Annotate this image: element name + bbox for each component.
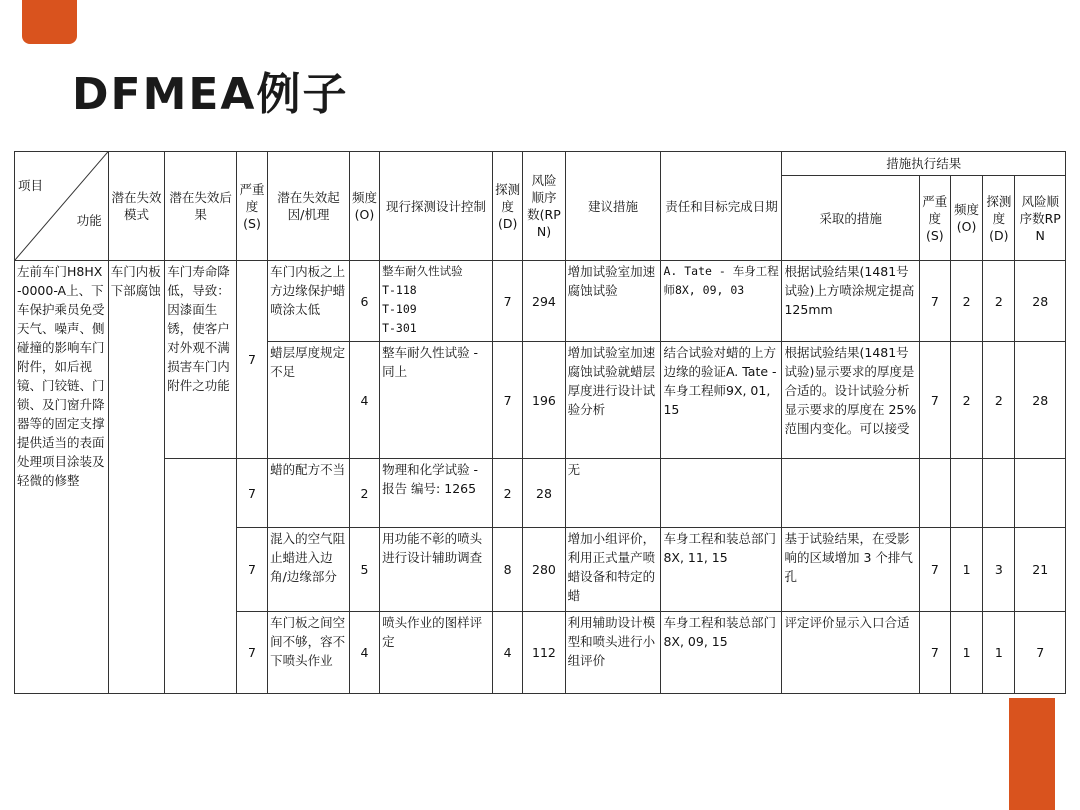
controls-line: T-301 [382, 321, 417, 335]
header-cause: 潜在失效起因/机理 [268, 152, 350, 261]
table-row [15, 459, 1066, 528]
recommended-cell: 利用辅助设计模型和喷头进行小组评价 [565, 612, 661, 694]
controls-line: T-109 [382, 302, 417, 316]
controls-line: T-118 [382, 283, 417, 297]
slide-title: DFMEA例子 [72, 69, 349, 120]
responsibility-cell: 结合试验对蜡的上方边缘的验证A. Tate - 车身工程师9X, 01, 15 [661, 342, 782, 459]
result-occurrence-cell: 2 [950, 261, 982, 342]
dfmea-table [14, 151, 1066, 694]
controls-cell: 用功能不彰的喷头进行设计辅助调查 [380, 528, 493, 612]
severity-cell: 7 [236, 459, 267, 528]
detection-cell: 8 [493, 528, 523, 612]
header-result-detection: 探测度(D) [983, 176, 1015, 261]
actions-taken-cell: 根据试验结果(1481号试验)显示要求的厚度是合适的。设计试验分析显示要求的厚度在 25% 范围内变化。可以接受 [782, 342, 919, 459]
header-result-rpn: 风险顺序数RPN [1015, 176, 1066, 261]
result-detection-cell: 2 [983, 261, 1015, 342]
detection-cell: 7 [493, 342, 523, 459]
result-rpn-cell: 28 [1015, 261, 1066, 342]
result-severity-cell: 7 [919, 342, 950, 459]
result-detection-cell [983, 459, 1015, 528]
header-actions-taken: 采取的措施 [782, 176, 919, 261]
result-severity-cell [919, 459, 950, 528]
severity-cell: 7 [236, 612, 267, 694]
failure-effect-empty-cell [165, 459, 237, 694]
severity-cell: 7 [236, 528, 267, 612]
rpn-cell: 28 [523, 459, 565, 528]
recommended-cell: 增加试验室加速腐蚀试验就蜡层厚度进行设计试验分析 [565, 342, 661, 459]
cause-cell: 车门内板之上方边缘保护蜡喷涂太低 [268, 261, 350, 342]
failure-mode-cell: 车门内板下部腐蚀 [108, 261, 164, 694]
header-severity: 严重度(S) [236, 152, 267, 261]
result-occurrence-cell: 1 [950, 528, 982, 612]
actions-taken-cell: 评定评价显示入口合适 [782, 612, 919, 694]
header-row-1 [15, 152, 1066, 176]
result-rpn-cell: 21 [1015, 528, 1066, 612]
cause-cell: 蜡层厚度规定不足 [268, 342, 350, 459]
result-severity-cell: 7 [919, 528, 950, 612]
header-failure-effect: 潜在失效后果 [165, 152, 237, 261]
responsibility-cell: 车身工程和装总部门 8X, 09, 15 [661, 612, 782, 694]
header-rpn: 风险顺序数(RPN) [523, 152, 565, 261]
result-severity-cell: 7 [919, 612, 950, 694]
header-result-severity: 严重度(S) [919, 176, 950, 261]
header-item: 项目 [18, 178, 44, 193]
cause-cell: 蜡的配方不当 [268, 459, 350, 528]
recommended-cell: 增加小组评价，利用正式量产喷蜡设备和特定的蜡 [565, 528, 661, 612]
table-row [15, 261, 1066, 342]
actions-taken-cell [782, 459, 919, 528]
responsibility-cell [661, 459, 782, 528]
header-result-occurrence: 频度(O) [950, 176, 982, 261]
header-results: 措施执行结果 [782, 152, 1066, 176]
detection-cell: 4 [493, 612, 523, 694]
controls-cell: 整车耐久性试验 - 同上 [380, 342, 493, 459]
header-responsibility: 责任和目标完成日期 [661, 152, 782, 261]
item-function-cell: 左前车门H8HX-0000-A上、下车保护乘员免受天气、噪声、侧碰撞的影响车门附件，如后视镜、门铰链、门锁、及门窗升降器等的固定支撑提供适当的表面处理项目涂装及轻微的修整 [15, 261, 109, 694]
header-failure-mode: 潜在失效模式 [108, 152, 164, 261]
result-occurrence-cell: 2 [950, 342, 982, 459]
header-item-function [15, 152, 109, 261]
occurrence-cell: 4 [349, 612, 379, 694]
controls-cell [380, 261, 493, 342]
recommended-cell: 增加试验室加速腐蚀试验 [565, 261, 661, 342]
occurrence-cell: 6 [349, 261, 379, 342]
actions-taken-cell: 基于试验结果，在受影响的区域增加 3 个排气孔 [782, 528, 919, 612]
header-function: 功能 [76, 213, 102, 228]
result-detection-cell: 2 [983, 342, 1015, 459]
result-detection-cell: 1 [983, 612, 1015, 694]
result-detection-cell: 3 [983, 528, 1015, 612]
recommended-cell: 无 [565, 459, 661, 528]
occurrence-cell: 5 [349, 528, 379, 612]
rpn-cell: 112 [523, 612, 565, 694]
header-detection: 探测度(D) [493, 152, 523, 261]
severity-cell: 7 [236, 261, 267, 459]
result-occurrence-cell: 1 [950, 612, 982, 694]
detection-cell: 7 [493, 261, 523, 342]
controls-cell: 喷头作业的图样评定 [380, 612, 493, 694]
responsibility-cell: A. Tate - 车身工程师8X, 09, 03 [661, 261, 782, 342]
accent-tab-top [22, 0, 77, 44]
responsibility-cell: 车身工程和装总部门8X, 11, 15 [661, 528, 782, 612]
rpn-cell: 196 [523, 342, 565, 459]
occurrence-cell: 4 [349, 342, 379, 459]
result-severity-cell: 7 [919, 261, 950, 342]
result-occurrence-cell [950, 459, 982, 528]
occurrence-cell: 2 [349, 459, 379, 528]
rpn-cell: 280 [523, 528, 565, 612]
header-controls: 现行探测设计控制 [380, 152, 493, 261]
result-rpn-cell [1015, 459, 1066, 528]
controls-line: 整车耐久性试验 [382, 264, 463, 278]
failure-effect-cell: 车门寿命降低，导致：因漆面生锈，使客户对外观不满损害车门内附件之功能 [165, 261, 237, 459]
cause-cell: 混入的空气阻止蜡进入边角/边缘部分 [268, 528, 350, 612]
actions-taken-cell: 根据试验结果(1481号试验)上方喷涂规定提高125mm [782, 261, 919, 342]
result-rpn-cell: 7 [1015, 612, 1066, 694]
result-rpn-cell: 28 [1015, 342, 1066, 459]
accent-bar-bottom [1009, 698, 1055, 810]
diagonal-divider [15, 152, 108, 260]
detection-cell: 2 [493, 459, 523, 528]
header-recommended: 建议措施 [565, 152, 661, 261]
header-occurrence: 频度(O) [349, 152, 379, 261]
cause-cell: 车门板之间空间不够，容不下喷头作业 [268, 612, 350, 694]
controls-cell: 物理和化学试验 - 报告 编号: 1265 [380, 459, 493, 528]
rpn-cell: 294 [523, 261, 565, 342]
